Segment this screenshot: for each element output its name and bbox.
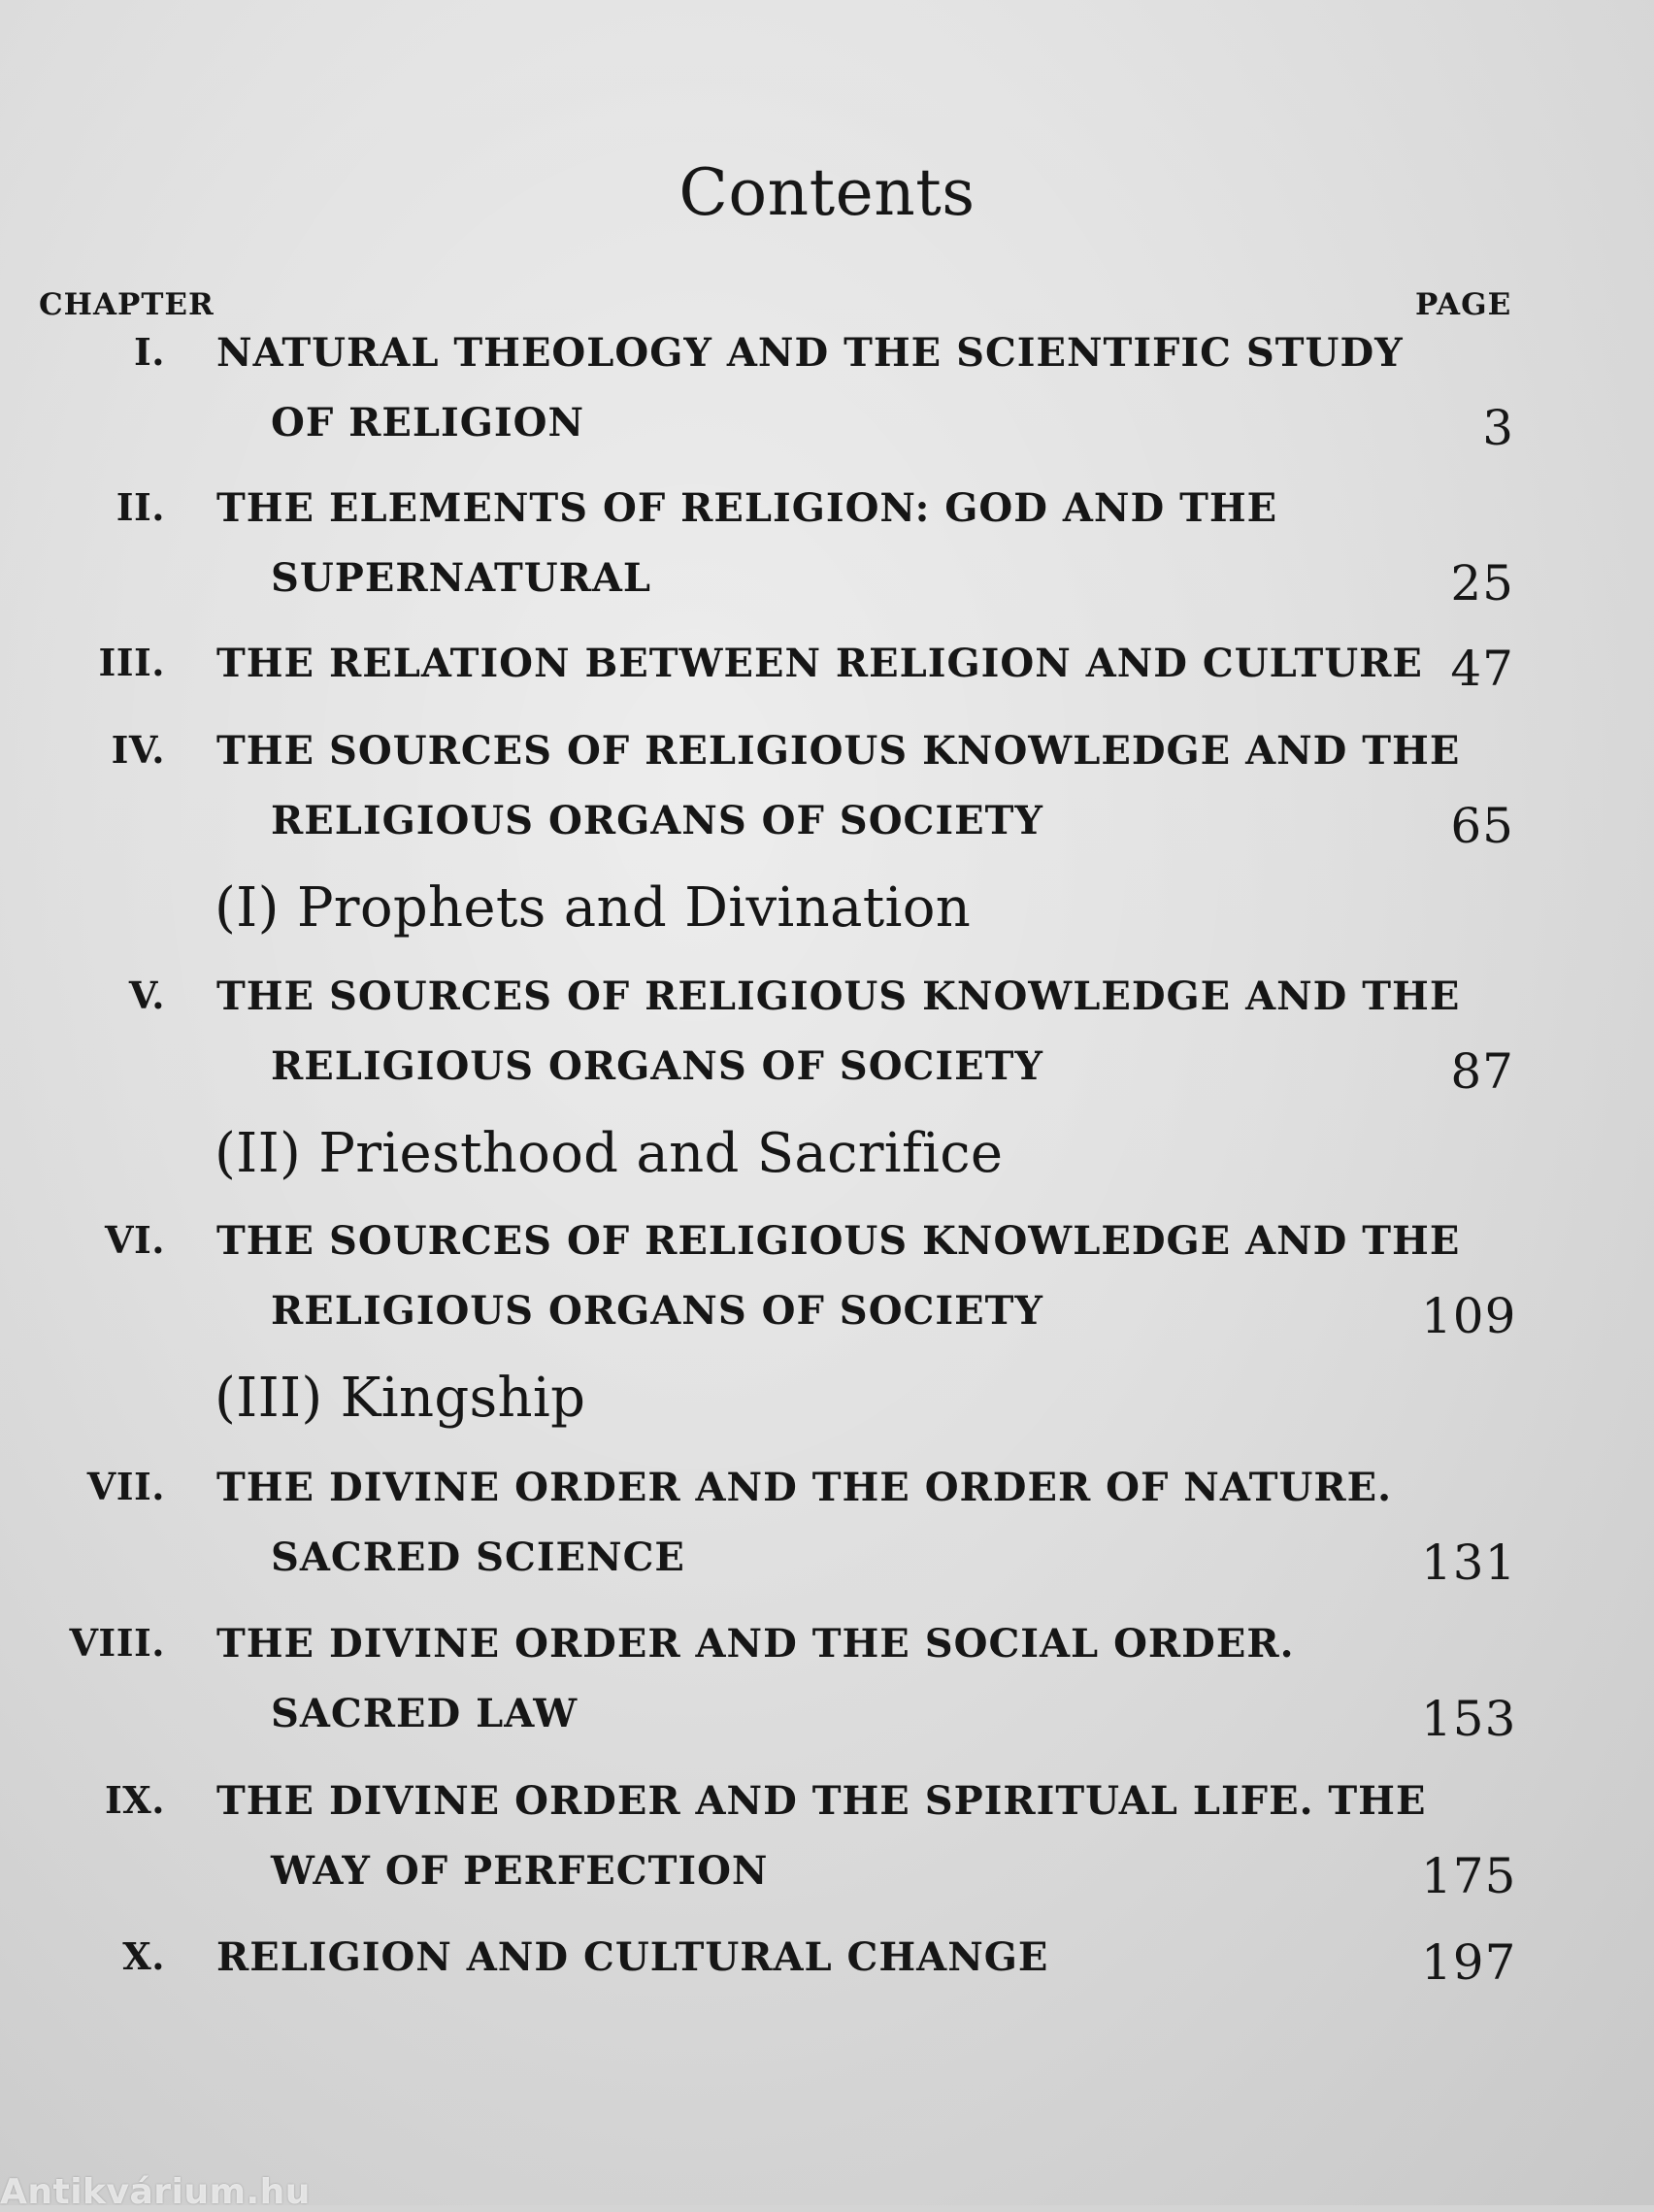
chapter-numeral: IV. [111,728,165,772]
chapter-numeral: IX. [105,1778,165,1822]
chapter-numeral: II. [116,485,165,529]
chapter-header: CHAPTER [39,287,215,322]
page-number: 197 [1421,1934,1517,1991]
chapter-numeral: V. [128,974,165,1017]
watermark-text: Antikvárium.hu [0,2172,311,2212]
page-number: 25 [1450,555,1514,611]
chapter-title-line: RELIGIOUS ORGANS OF SOCIETY [271,1043,1043,1089]
chapter-title-line: THE SOURCES OF RELIGIOUS KNOWLEDGE AND THE [216,728,1461,774]
chapter-title-line: THE ELEMENTS OF RELIGION: GOD AND THE [216,485,1278,531]
chapter-title-line: RELIGIOUS ORGANS OF SOCIETY [271,1288,1043,1334]
chapter-title-line: SACRED SCIENCE [271,1535,685,1580]
chapter-numeral: III. [98,641,165,684]
chapter-title-line: THE RELATION BETWEEN RELIGION AND CULTURE [216,641,1423,686]
chapter-title-line: SACRED LAW [271,1691,579,1736]
chapter-numeral: VII. [86,1465,165,1508]
page-number: 87 [1450,1043,1514,1100]
chapter-title-line: SUPERNATURAL [271,555,652,601]
chapter-title-line: THE DIVINE ORDER AND THE ORDER OF NATURE. [216,1465,1393,1510]
chapter-subtitle: (II) Priesthood and Sacrifice [215,1122,1004,1185]
chapter-title-line: RELIGION AND CULTURAL CHANGE [216,1934,1049,1980]
page-number: 65 [1450,798,1514,854]
page-number: 153 [1421,1691,1517,1747]
chapter-title-line: OF RELIGION [271,400,585,446]
page-number: 3 [1482,400,1514,456]
contents-title: Contents [678,155,976,230]
chapter-title-line: THE DIVINE ORDER AND THE SPIRITUAL LIFE. THE [216,1778,1427,1824]
page-number: 175 [1421,1848,1517,1904]
chapter-numeral: I. [133,330,165,374]
chapter-subtitle: (I) Prophets and Divination [215,876,972,940]
chapter-subtitle: (III) Kingship [215,1367,586,1430]
chapter-title-line: THE DIVINE ORDER AND THE SOCIAL ORDER. [216,1621,1295,1667]
page-number: 47 [1450,641,1514,697]
chapter-title-line: THE SOURCES OF RELIGIOUS KNOWLEDGE AND THE [216,974,1461,1019]
chapter-title-line: RELIGIOUS ORGANS OF SOCIETY [271,798,1043,843]
chapter-numeral: VIII. [69,1621,165,1665]
chapter-title-line: NATURAL THEOLOGY AND THE SCIENTIFIC STUDY [216,330,1404,376]
chapter-title-line: WAY OF PERFECTION [271,1848,769,1894]
chapter-title-line: THE SOURCES OF RELIGIOUS KNOWLEDGE AND THE [216,1218,1461,1264]
page-number: 109 [1421,1288,1517,1344]
page-header: PAGE [1415,287,1512,322]
chapter-numeral: VI. [105,1218,165,1262]
page-number: 131 [1421,1535,1517,1591]
chapter-numeral: X. [122,1934,165,1978]
